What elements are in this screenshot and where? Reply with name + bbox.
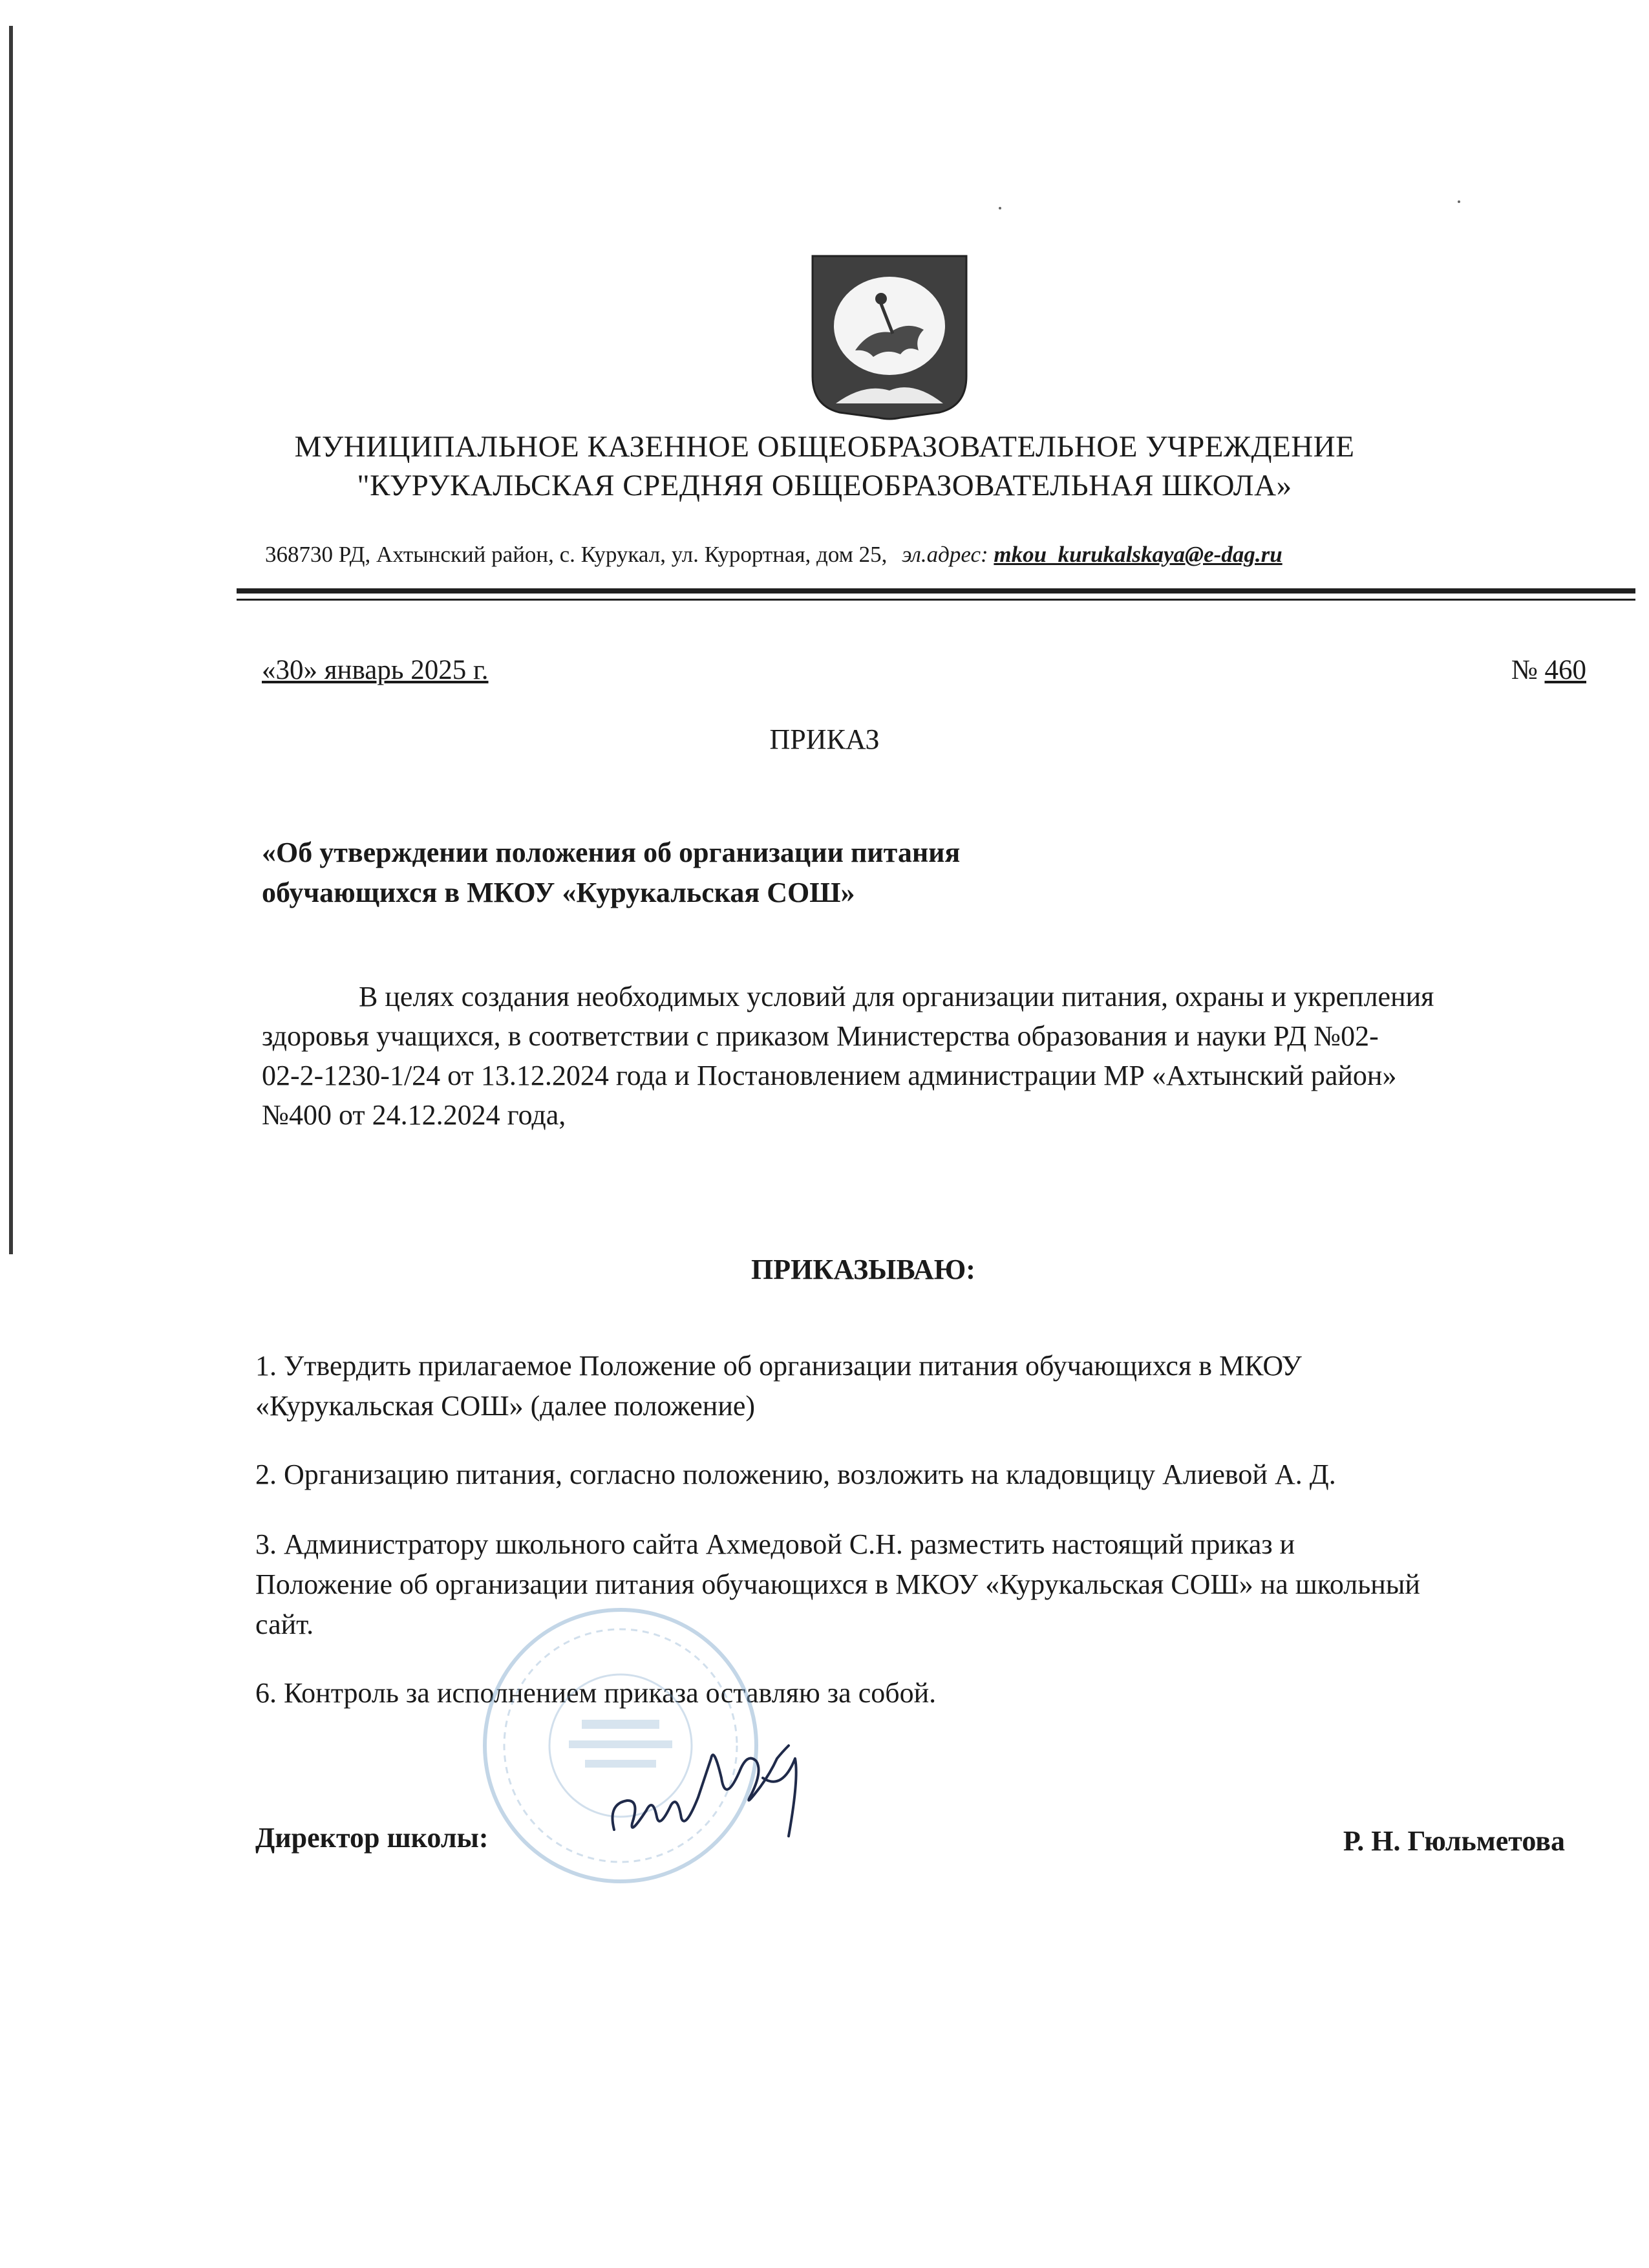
document-title: ПРИКАЗ (769, 723, 880, 755)
order-subject (262, 833, 960, 913)
item-line: сайт. (255, 1609, 314, 1640)
preamble-line-1: В целях создания необходимых условий для организации питания, охраны и укрепления (359, 981, 1434, 1012)
item-line: 3. Администратору школьного сайта Ахмедовой С.Н. разместить настоящий приказ и (255, 1528, 1295, 1560)
order-number-value: 460 (1544, 655, 1586, 685)
order-item-2 (255, 1455, 1606, 1495)
org-name-line-2: "КУРУКАЛЬСКАЯ СРЕДНЯЯ ОБЩЕОБРАЗОВАТЕЛЬНАЯ ШКОЛА» (357, 469, 1292, 502)
org-name-line-1: МУНИЦИПАЛЬНОЕ КАЗЕННОЕ ОБЩЕОБРАЗОВАТЕЛЬНОЕ УЧРЕЖДЕНИЕ (294, 430, 1355, 464)
item-line: 6. Контроль за исполнением приказа оставляю за собой. (255, 1677, 937, 1709)
header-divider-thin (237, 599, 1635, 601)
scan-speck (999, 207, 1001, 209)
item-line: 1. Утвердить прилагаемое Положение об организации питания обучающихся в МКОУ (255, 1350, 1302, 1382)
scan-speck (1458, 200, 1460, 203)
order-item-4 (255, 1673, 1606, 1713)
order-number-prefix: № (1511, 655, 1538, 685)
signer-role: Директор школы: (255, 1822, 489, 1854)
order-item-1 (255, 1346, 1606, 1426)
email-label: эл.адрес: (902, 542, 988, 567)
order-date: «30» январь 2025 г. (262, 655, 489, 685)
subject-line-1: «Об утверждении положения об организации питания (262, 837, 961, 868)
order-number (1511, 654, 1586, 686)
address-text: 368730 РД, Ахтынский район, с. Курукал, ул. Курортная, дом 25, (265, 542, 888, 567)
coat-of-arms-icon (810, 253, 969, 420)
order-heading: ПРИКАЗЫВАЮ: (751, 1254, 975, 1285)
order-item-3 (255, 1524, 1606, 1645)
preamble-line-4: №400 от 24.12.2024 года, (262, 1099, 566, 1131)
item-line: «Курукальская СОШ» (далее положение) (255, 1390, 756, 1422)
preamble-line-2: здоровья учащихся, в соответствии с приказом Министерства образования и науки РД №02- (262, 1020, 1379, 1052)
preamble-paragraph (262, 977, 1592, 1135)
signer-name: Р. Н. Гюльметова (1343, 1825, 1565, 1857)
email-link[interactable]: mkou_kurukalskaya@e-dag.ru (994, 542, 1282, 567)
handwritten-signature (601, 1733, 814, 1862)
item-line: Положение об организации питания обучающихся в МКОУ «Курукальская СОШ» на школьный (255, 1568, 1420, 1600)
header-divider (237, 588, 1635, 594)
scan-edge (9, 26, 13, 1254)
preamble-line-3: 02-2-1230-1/24 от 13.12.2024 года и Постановлением администрации МР «Ахтынский район» (262, 1060, 1397, 1091)
subject-line-2: обучающихся в МКОУ «Курукальская СОШ» (262, 877, 855, 908)
item-line: 2. Организацию питания, согласно положению, возложить на кладовщицу Алиевой А. Д. (255, 1459, 1336, 1490)
org-address (265, 542, 1282, 568)
